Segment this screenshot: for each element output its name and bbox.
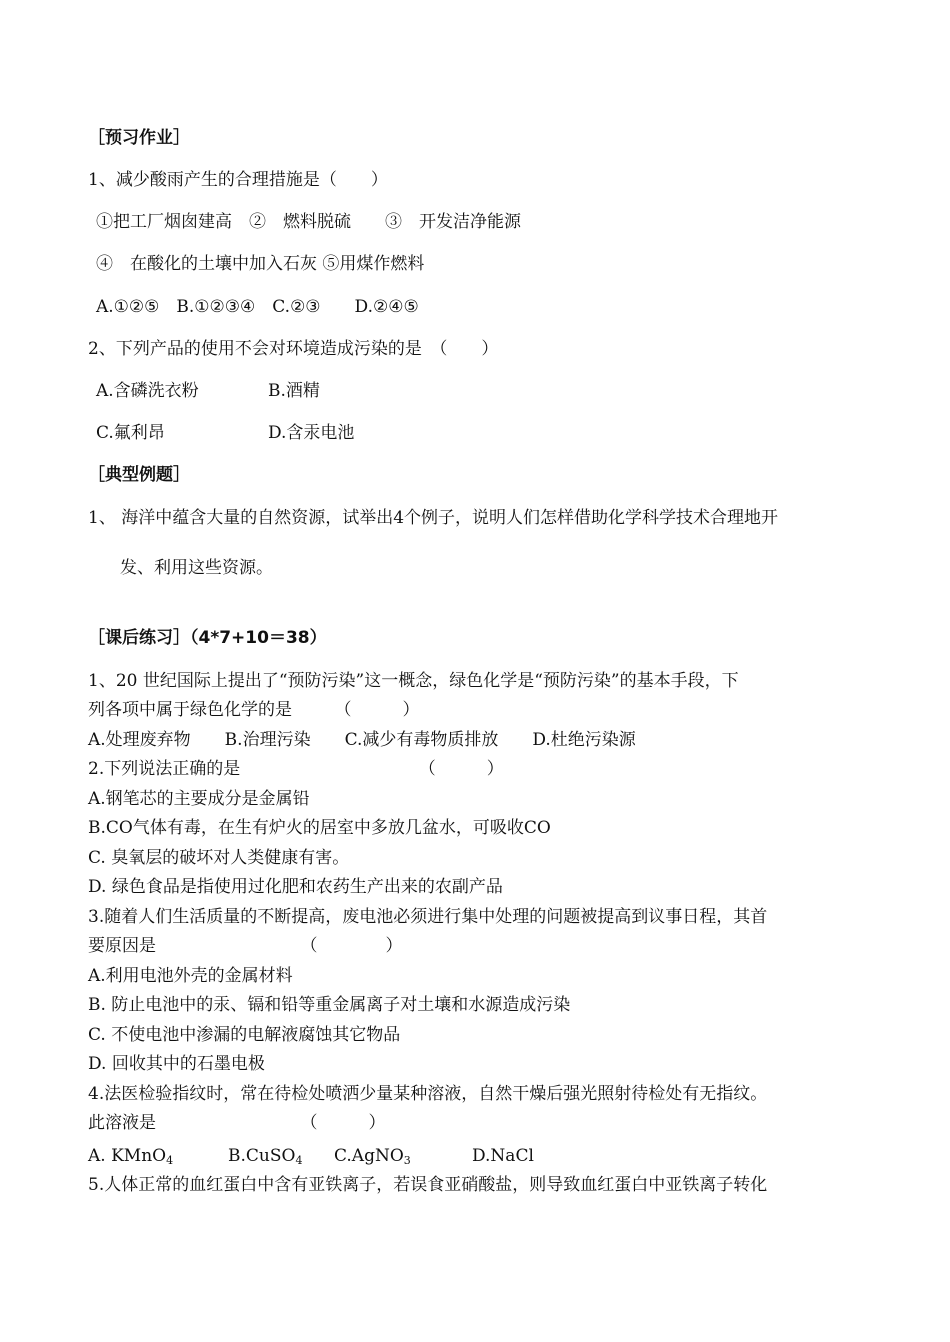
practice-q4-option-c [334, 1145, 411, 1167]
practice-q4-line1: 4.法医检验指纹时，常在待检处喷洒少量某种溶液，自然干燥后强光照射待检处有无指纹。 [88, 1084, 768, 1104]
preview-q2-option-a: A.含磷洗衣粉 [96, 381, 199, 401]
practice-q5-line1: 5.人体正常的血红蛋白中含有亚铁离子，若误食亚硝酸盐，则导致血红蛋白中亚铁离子转化 [88, 1175, 768, 1195]
practice-q3-option-d: D. 回收其中的石墨电极 [88, 1054, 265, 1074]
option-c-subscript: 3 [403, 1154, 411, 1167]
practice-q4-option-b [228, 1145, 302, 1167]
practice-q3-option-c: C. 不使电池中渗漏的电解液腐蚀其它物品 [88, 1025, 401, 1045]
example-q1-line2: 发、利用这些资源。 [120, 558, 273, 578]
practice-q1-options: A.处理废弃物 B.治理污染 C.减少有毒物质排放 D.杜绝污染源 [88, 730, 636, 750]
preview-q2-option-b: B.酒精 [268, 381, 320, 401]
practice-q3-line2: 要原因是 （ ） [88, 936, 403, 956]
practice-q2-option-c: C. 臭氧层的破坏对人类健康有害。 [88, 848, 350, 868]
practice-q1-line1: 1、20 世纪国际上提出了“预防污染”这一概念，绿色化学是“预防污染”的基本手段，下 [88, 671, 739, 691]
preview-q1-choices-line1: ①把工厂烟囱建高 ② 燃料脱硫 ③ 开发洁净能源 [96, 212, 521, 232]
practice-q1-line2: 列各项中属于绿色化学的是 （ ） [88, 700, 420, 720]
practice-q4-line2: 此溶液是 （ ） [88, 1113, 386, 1133]
practice-q3-option-b: B. 防止电池中的汞、镉和铅等重金属离子对土壤和水源造成污染 [88, 995, 571, 1015]
option-b-text: B.CuSO [228, 1146, 296, 1166]
preview-heading: ［预习作业］ [88, 128, 190, 148]
practice-q2-option-b: B.CO气体有毒，在生有炉火的居室中多放几盆水，可吸收CO [88, 818, 551, 838]
preview-q2-option-d: D.含汞电池 [268, 423, 355, 443]
preview-q2-option-c: C.氟利昂 [96, 423, 165, 443]
example-q1-line1: 1、 海洋中蕴含大量的自然资源，试举出4个例子，说明人们怎样借助化学科学技术合理地开 [88, 508, 779, 528]
practice-q3-line1: 3.随着人们生活质量的不断提高，废电池必须进行集中处理的问题被提高到议事日程，其首 [88, 907, 768, 927]
practice-q2-option-a: A.钢笔芯的主要成分是金属铅 [88, 789, 310, 809]
practice-q2-stem: 2.下列说法正确的是 （ ） [88, 759, 504, 779]
practice-heading: ［课后练习］（4*7+10＝38） [88, 628, 327, 648]
preview-q2-stem: 2、下列产品的使用不会对环境造成污染的是 （ ） [88, 339, 499, 359]
preview-q1-choices-line2: ④ 在酸化的土壤中加入石灰 ⑤用煤作燃料 [96, 254, 425, 274]
option-a-subscript: 4 [166, 1154, 174, 1167]
option-b-subscript: 4 [295, 1154, 303, 1167]
practice-q4-option-d: D.NaCl [472, 1146, 534, 1166]
option-a-text: A. KMnO [88, 1146, 167, 1166]
option-c-text: C.AgNO [334, 1146, 404, 1166]
practice-q2-option-d: D. 绿色食品是指使用过化肥和农药生产出来的农副产品 [88, 877, 503, 897]
example-heading: ［典型例题］ [88, 465, 190, 485]
preview-q1-stem: 1、减少酸雨产生的合理措施是（ ） [88, 170, 388, 190]
preview-q1-options: A.①②⑤ B.①②③④ C.②③ D.②④⑤ [96, 297, 419, 317]
practice-q3-option-a: A.利用电池外壳的金属材料 [88, 966, 293, 986]
practice-q4-option-a [88, 1145, 173, 1167]
